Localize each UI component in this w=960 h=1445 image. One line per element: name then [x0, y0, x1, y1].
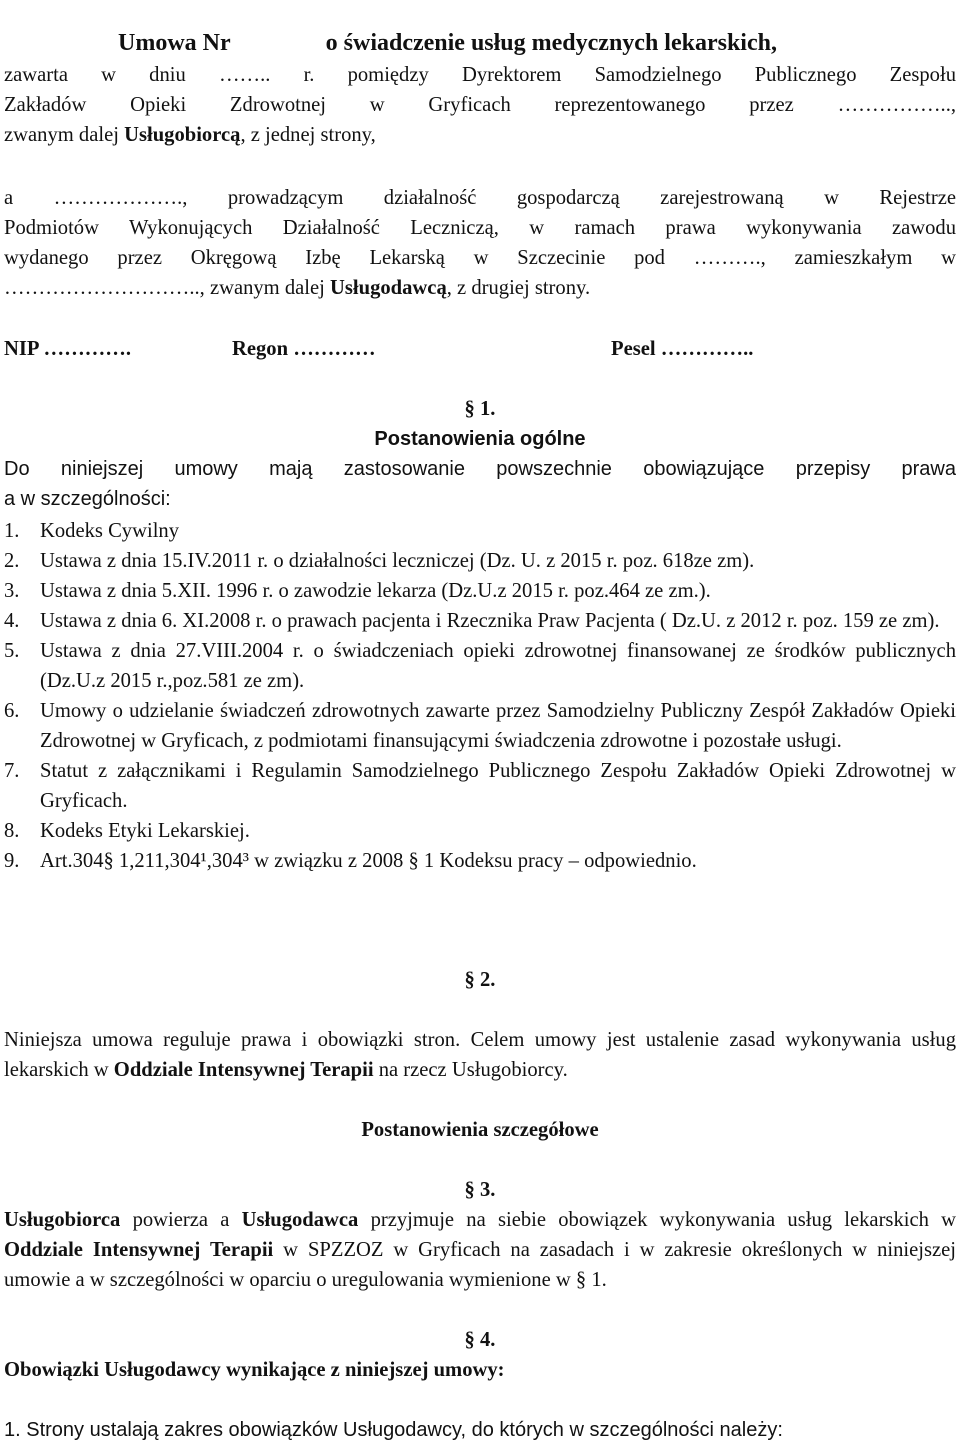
regulations-list [4, 516, 956, 876]
list-item: 4. Ustawa z dnia 6. XI.2008 r. o prawach pacjenta i Rzecznika Praw Pacjenta ( Dz.U. z 2012 r. poz. 159 ze zm). [4, 610, 940, 632]
list-item: 9. Art.304§ 1,211,304¹,304³ w związku z 2008 § 1 Kodeksu pracy – odpowiednio. [4, 850, 697, 872]
section-1-heading: Postanowienia ogólne [374, 428, 586, 450]
intro-line-1: zawarta w dniu …….. r. pomiędzy Dyrektorem Samodzielnego Publicznego Zespołu [4, 64, 956, 86]
section-3-number: § 3. [464, 1179, 496, 1201]
section-1-intro-line-1: Do niniejszej umowy mają zastosowanie powszechnie obowiązujące przepisy prawa [4, 458, 956, 480]
section-3 [4, 1175, 956, 1295]
list-item: 5. Ustawa z dnia 27.VIII.2004 r. o świadczeniach opieki zdrowotnej finansowanej ze środków publicznych (Dz.U.z 2015 r.,poz.581 ze zm). [4, 640, 956, 692]
intro-line-3: zwanym dalej Usługobiorcą, z jednej strony, [4, 124, 376, 146]
party-line-4: ……………………….., zwanym dalej Usługodawcą, z drugiej strony. [4, 277, 591, 299]
intro-line-2: Zakładów Opieki Zdrowotnej w Gryficach reprezentowanego przez …………….., [4, 94, 956, 116]
uslugobiorca-term: Usługobiorcą [124, 124, 241, 146]
list-item: 7. Statut z załącznikami i Regulamin Samodzielnego Publicznego Zespołu Zakładów Opieki Zdrowotnej w Gryficach. [4, 760, 956, 812]
regon-field: Regon ………… [232, 338, 376, 360]
section-1-intro-line-2: a w szczególności: [4, 488, 171, 510]
title-part-2: o świadczenie usług medycznych lekarskich, [325, 30, 777, 56]
party-line-2: Podmiotów Wykonujących Działalność Leczniczą, w ramach prawa wykonywania zawodu [4, 217, 956, 239]
party-paragraph [4, 183, 956, 303]
party-line-3: wydanego przez Okręgową Izbę Lekarską w Szczecinie pod ………., zamieszkałym w [4, 247, 956, 269]
pesel-field: Pesel ………….. [611, 338, 754, 360]
uslugodawca-term: Usługodawcą [330, 277, 447, 299]
detail-provisions-heading: Postanowienia szczegółowe [361, 1119, 599, 1141]
list-item: 8. Kodeks Etyki Lekarskiej. [4, 820, 250, 842]
nip-field: NIP …………. [4, 338, 132, 360]
list-item: 1. Kodeks Cywilny [4, 520, 180, 542]
party-line-1: a ………………., prowadzącym działalność gospodarczą zarejestrowaną w Rejestrze [4, 187, 956, 209]
section-4-number: § 4. [464, 1329, 496, 1351]
title-part-1: Umowa Nr [118, 30, 231, 56]
section-1 [4, 394, 956, 876]
section-4-item-1: 1. Strony ustalają zakres obowiązków Usługodawcy, do których w szczególności należy: [4, 1419, 783, 1441]
section-1-number: § 1. [464, 398, 496, 420]
ward-name: Oddziale Intensywnej Terapii [113, 1059, 374, 1081]
list-item: 3. Ustawa z dnia 5.XII. 1996 r. o zawodzie lekarza (Dz.U.z 2015 r. poz.464 ze zm.). [4, 580, 711, 602]
section-2-text: Niniejsza umowa reguluje prawa i obowiązki stron. Celem umowy jest ustalenie zasad wykonywania usług lekarskich w Oddziale Intensywnej Terapii na rzecz Usługobiorcy. [4, 1029, 956, 1081]
document-title [94, 0, 777, 56]
list-item: 2. Ustawa z dnia 15.IV.2011 r. o działalności leczniczej (Dz. U. z 2015 r. poz. 618ze zm). [4, 550, 755, 572]
section-2-number: § 2. [464, 969, 496, 991]
section-2 [4, 965, 956, 1085]
section-4 [4, 1325, 956, 1445]
intro-paragraph [4, 60, 956, 150]
list-item: 6. Umowy o udzielanie świadczeń zdrowotnych zawarte przez Samodzielny Publiczny Zespół Zakładów Opieki Zdrowotnej w Gryficach, z podmiotami finansującymi świadczenia zdrowotne i pozostałe usługi. [4, 700, 956, 752]
section-4-heading: Obowiązki Usługodawcy wynikające z niniejszej umowy: [4, 1359, 505, 1381]
section-3-text: Usługobiorca powierza a Usługodawca przyjmuje na siebie obowiązek wykonywania usług lekarskich w Oddziale Intensywnej Terapii w SPZZOZ w Gryficach na zasadach i w zakresie określonych w niniejszej umowie a w szczególności w oparciu o uregulowania wymienione w § 1. [4, 1209, 956, 1291]
